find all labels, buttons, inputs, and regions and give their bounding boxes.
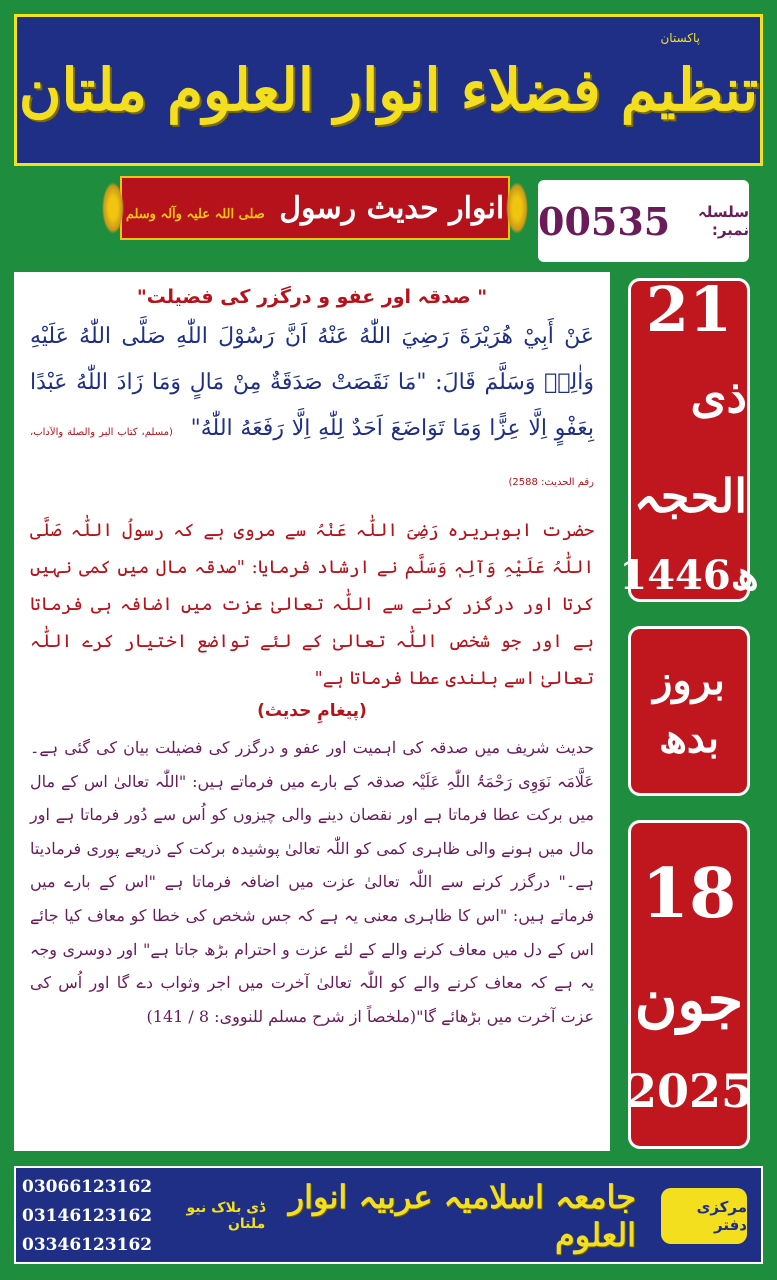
institution-location: ڈی بلاک نیو ملتان [186,1200,266,1232]
hijri-date-panel [619,273,759,602]
serial-label: سلسلہ نمبر: [697,203,749,239]
gregorian-date-panel [624,820,754,1149]
header-subtitle: پاکستان [660,31,700,45]
phone-number[interactable]: 03346123162 [22,1235,153,1255]
band-title-text: انوار حدیث رسول [279,190,505,226]
hadith-reference: (مسلم، کتاب البر والصلة والآداب، رقم الحديث: 2588) [30,427,594,488]
hadith-content [14,272,610,1151]
phone-number[interactable]: 03066123162 [22,1177,153,1197]
hijri-month: ذی الحجہ [633,369,747,523]
hadith-band-title [126,191,504,226]
hadith-explanation: حدیث شریف میں صدقہ کی اہمیت اور عفو و درگزر کی فضیلت بیان کی گئی ہے۔ عَلَّامَہ نَوَوِی رَحْمَۃُ اللّٰہِ عَلَیْہ صدقہ کے بارے میں فرماتے ہیں: "اللّٰہ تعالیٰ اس کے مال میں برکت عطا فرماتا ہے اور نقصان دینے والی چیزوں کو اُس سے دُور فرماتا ہے اور مال میں ہونے والی ظاہری کمی کو اللّٰہ تعالیٰ پوشیدہ برکت کے ذریعے پوری فرمادیتا ہے۔" درگزر کرنے سے اللّٰہ تعالیٰ عزت میں اضافہ فرماتا ہے "اس کے بارے میں فرماتے ہیں: "اس کا ظاہری معنی یہ ہے کہ جس شخص کی خطا کو معاف کیا جائے اس کے دل میں معاف کرنے والے کے لئے عزت و احترام بڑھ جاتا ہے" اور دوسری وجہ یہ ہے کہ معاف کرنے والے کو اللّٰہ تعالیٰ آخرت میں اجر وثواب دے گا اور اُس کی عزت آخرت میں بڑھائے گا"(ملخصاً از شرح مسلم للنووی: 8 / 141) [30,738,594,1026]
hadith-urdu-translation: حضرت ابوہریرہ رَضِیَ اللّٰہ عَنْہُ سے مروی ہے کہ رسولُ اللّٰہ صَلَّی اللّٰہُ عَلَیْہِ وَآلِہٖ وَسَلَّم نے ارشاد فرمایا: "صدقہ مال میں کمی نہیں کرتا اور درگزر کرنے سے اللّٰہ تعالیٰ عزت میں اضافہ ہی فرماتا ہے اور جو شخص اللّٰہ تعالیٰ کے لئے تواضع اختیار کرے اللّٰہ تعالیٰ اسے بلندی عطا فرماتا ہے" [30,520,594,689]
serial-box [536,178,751,264]
weekday-prefix: بروز [653,657,725,704]
phone-list [22,1174,160,1258]
office-badge [661,1188,747,1244]
hijri-day: 21 [645,273,733,346]
hadith-arabic [30,314,594,506]
hijri-year: 1446ھ [619,552,759,599]
weekday: بدھ [658,715,720,762]
phone-number[interactable]: 03146123162 [22,1206,153,1226]
ornament-left-icon [102,182,124,234]
ornament-right-icon [506,182,528,234]
weekday-panel [628,626,750,796]
office-label: مرکزی دفتر [696,1198,747,1234]
gregorian-year: 2025 [624,1063,754,1118]
gregorian-month: جون [634,965,744,1034]
institution-name [166,1176,636,1256]
gregorian-day: 18 [641,853,737,934]
hadith-band [120,176,510,240]
header-banner [14,14,763,166]
footer-banner [14,1166,763,1264]
institution-title: جامعہ اسلامیہ عربیہ انوار العلوم [288,1178,636,1254]
header-title: تنظیم فضلاء انوار العلوم ملتان [18,56,759,124]
serial-number: 00535 [538,198,671,244]
hadith-subheading: (پیغامِ حدیث) [257,701,367,721]
band-honorific: صلی اللہ علیہ وآلہ وسلم [125,206,265,222]
arabic-text: عَنْ أَبِيْ هُرَيْرَةَ رَضِيَ اللّٰهُ عَنْهُ اَنَّ رَسُوْلَ اللّٰهِ صَلَّى اللّٰهُ عَلَيْهِ وَاٰلِهٖ وَسَلَّمَ قَالَ: "مَا نَقَصَتْ صَدَقَةٌ مِنْ مَالٍ وَمَا زَادَ اللّٰهُ عَبْدًا بِعَفْوٍ اِلَّا عِزًّا وَمَا تَوَاضَعَ اَحَدٌ لِلّٰهِ اِلَّا رَفَعَهُ اللّٰهُ" [30,324,594,441]
hadith-topic: " صدقہ اور عفو و درگزر کی فضیلت" [136,286,488,308]
